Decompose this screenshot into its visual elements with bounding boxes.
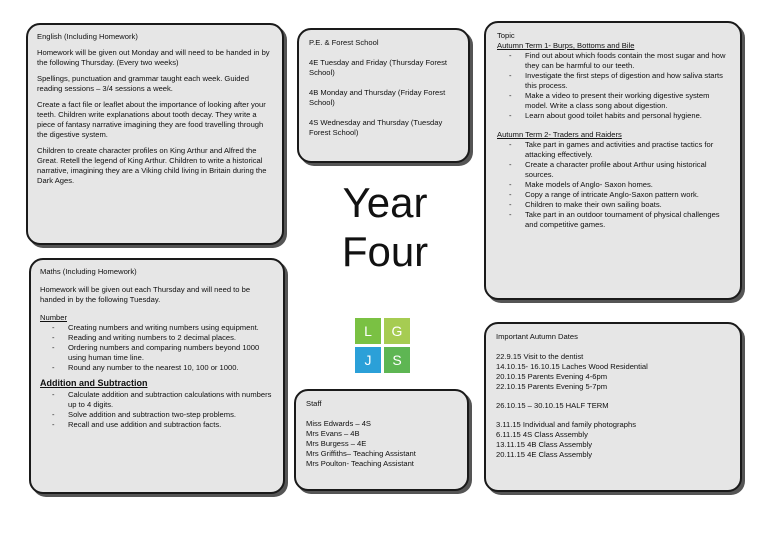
staff-member: Mrs Evans – 4B	[306, 429, 360, 439]
logo-tile: S	[384, 347, 410, 373]
topic-term2-list	[497, 140, 729, 230]
list-item: - Create a character profile about Arthur using historical sources.	[525, 160, 729, 180]
date-item: 22.10.15 Parents Evening 5-7pm	[496, 382, 608, 392]
english-paragraph: Children to create character profiles on King Arthur and Alfred the Great. Retell the legend of King Arthur. Children to write a historical narrative, imagining they are a Viking child living in Britain during the Dark Ages.	[37, 146, 267, 186]
english-paragraph: Spellings, punctuation and grammar taught each week. Guided reading sessions – 3/4 sessions a week.	[37, 74, 249, 94]
date-item: 14.10.15- 16.10.15 Laches Wood Residential	[496, 362, 648, 372]
staff-member: Mrs Poulton- Teaching Assistant	[306, 459, 414, 469]
topic-term1-list	[497, 51, 729, 121]
maths-panel	[29, 258, 285, 494]
topic-panel	[484, 21, 742, 300]
half-term-date: 26.10.15 – 30.10.15 HALF TERM	[496, 401, 609, 411]
staff-member: Mrs Burgess – 4E	[306, 439, 367, 449]
dates-heading: Important Autumn Dates	[496, 332, 578, 341]
logo-tile: L	[355, 318, 381, 344]
list-item: - Reading and writing numbers to 2 decimal places.	[68, 333, 274, 343]
list-item: - Copy a range of intricate Anglo-Saxon pattern work.	[525, 190, 729, 200]
pe-heading: P.E. & Forest School	[309, 38, 379, 47]
english-paragraph: Create a fact file or leaflet about the importance of looking after your teeth. Children write explanations about tooth decay. They write a piece of fantasy narrative imagining they are food travelling through the digestive system.	[37, 100, 266, 140]
date-item: 6.11.15 4S Class Assembly	[496, 430, 588, 440]
logo-tile: G	[384, 318, 410, 344]
maths-addsub-title: Addition and Subtraction	[40, 378, 148, 389]
staff-member: Miss Edwards – 4S	[306, 419, 371, 429]
pe-line: 4E Tuesday and Friday (Thursday Forest School)	[309, 58, 448, 78]
maths-intro: Homework will be given out each Thursday and will need to be handed in by the following Tuesday.	[40, 285, 251, 305]
topic-term2-title: Autumn Term 2- Traders and Raiders	[497, 130, 622, 140]
page-title	[300, 178, 470, 276]
list-item: - Investigate the first steps of digestion and how saliva starts this process.	[525, 71, 729, 91]
english-panel	[26, 23, 284, 245]
list-item: - Take part in games and activities and practise tactics for attacking effectively.	[525, 140, 729, 160]
maths-number-title: Number	[40, 313, 68, 323]
logo-tile: J	[355, 347, 381, 373]
date-item: 22.9.15 Visit to the dentist	[496, 352, 584, 362]
list-item: - Children to make their own sailing boats.	[525, 200, 729, 210]
list-item: - Learn about good toilet habits and personal hygiene.	[525, 111, 729, 121]
maths-heading: Maths (Including Homework)	[40, 267, 137, 276]
staff-panel	[294, 389, 469, 491]
pe-line: 4B Monday and Thursday (Friday Forest School)	[309, 88, 446, 108]
topic-heading: Topic	[497, 31, 515, 40]
title-line-2: Four	[341, 228, 429, 276]
list-item: - Round any number to the nearest 10, 100 or 1000.	[68, 363, 274, 373]
pe-panel	[297, 28, 470, 163]
title-line-1: Year	[342, 179, 428, 226]
maths-number-list	[40, 323, 274, 373]
list-item: - Take part in an outdoor tournament of physical challenges and competitive games.	[525, 210, 729, 230]
list-item: - Make models of Anglo- Saxon homes.	[525, 180, 729, 190]
date-item: 3.11.15 Individual and family photographs	[496, 420, 637, 430]
english-paragraph: Homework will be given out Monday and will need to be handed in by the following Thursday. (Every two weeks)	[37, 48, 270, 68]
staff-heading: Staff	[306, 399, 322, 408]
topic-term1-title: Autumn Term 1- Burps, Bottoms and Bile	[497, 41, 635, 51]
list-item: - Ordering numbers and comparing numbers beyond 1000 using human time line.	[68, 343, 274, 363]
list-item: - Recall and use addition and subtraction facts.	[68, 420, 274, 430]
list-item: - Make a video to present their working digestive system model. Write a class song about digestion.	[525, 91, 729, 111]
list-item: - Creating numbers and writing numbers using equipment.	[68, 323, 274, 333]
date-item: 13.11.15 4B Class Assembly	[496, 440, 593, 450]
pe-line: 4S Wednesday and Thursday (Tuesday Forest School)	[309, 118, 443, 138]
date-item: 20.10.15 Parents Evening 4-6pm	[496, 372, 608, 382]
school-logo	[355, 318, 411, 375]
list-item: - Calculate addition and subtraction calculations with numbers up to 4 digits.	[68, 390, 274, 410]
maths-addsub-list	[40, 390, 274, 430]
staff-member: Mrs Griffiths– Teaching Assistant	[306, 449, 416, 459]
dates-panel	[484, 322, 742, 492]
list-item: - Find out about which foods contain the most sugar and how they can be harmful to our teeth.	[525, 51, 729, 71]
english-heading: English (Including Homework)	[37, 32, 138, 41]
list-item: - Solve addition and subtraction two-step problems.	[68, 410, 274, 420]
date-item: 20.11.15 4E Class Assembly	[496, 450, 593, 460]
